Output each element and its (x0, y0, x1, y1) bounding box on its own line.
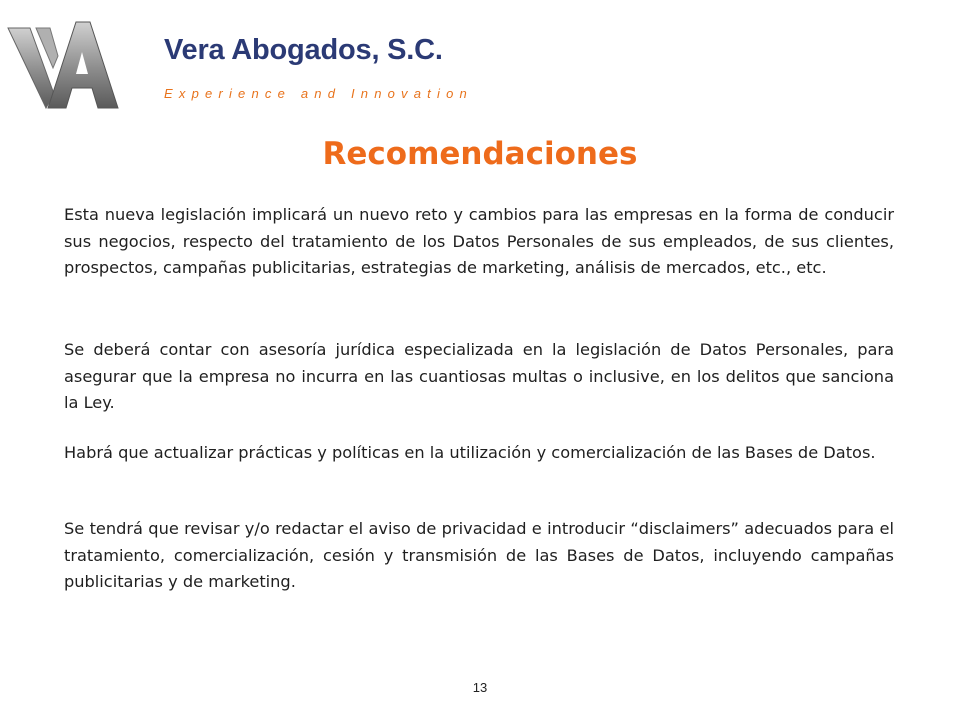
page-title: Recomendaciones (322, 136, 638, 172)
paragraph-legislation-challenge: Esta nueva legislación implicará un nuevo reto y cambios para las empresas en la forma de conducir sus negocios, respecto del tratamiento de los Datos Personales de sus empleados, de sus clientes, prospectos, campañas publicitarias, estrategias de marketing, análisis de mercados, etc., etc. (64, 205, 894, 277)
company-name: Vera Abogados, S.C. (164, 34, 443, 66)
paragraph-legal-advice: Se deberá contar con asesoría jurídica especializada en la legislación de Datos Personales, para asegurar que la empresa no incurra en las cuantiosas multas o inclusive, en los delitos que sanciona la Ley. (64, 340, 894, 412)
paragraph-privacy-notice: Se tendrá que revisar y/o redactar el aviso de privacidad e introducir “disclaimers” adecuados para el tratamiento, comercialización, cesión y transmisión de las Bases de Datos, incluyendo campañas publicitarias y de marketing. (64, 519, 894, 591)
paragraph-update-policies: Habrá que actualizar prácticas y políticas en la utilización y comercialización de las Bases de Datos. (64, 443, 876, 462)
company-tagline: Experience and Innovation (164, 86, 473, 101)
company-logo (6, 16, 124, 116)
page-number: 13 (472, 680, 488, 695)
